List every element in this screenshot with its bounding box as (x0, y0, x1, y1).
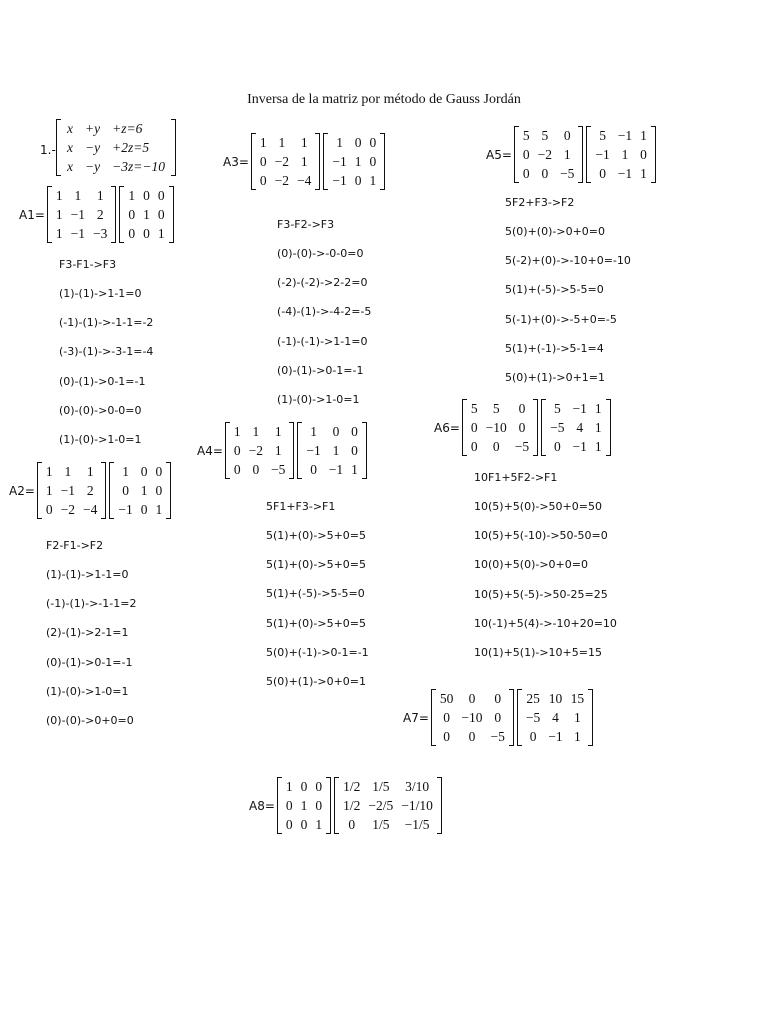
step-line: (1)-(0)->1-0=1 (59, 432, 142, 446)
matrix-bracket (606, 399, 611, 456)
matrix-bracket (169, 186, 174, 243)
matrix-cell: 1 (640, 128, 647, 143)
steps-f3-f1 (59, 258, 153, 462)
matrix-cell: 1 (332, 443, 340, 458)
matrix-label: A5= (486, 147, 512, 162)
step-line: (-2)-(-2)->2-2=0 (277, 276, 368, 290)
matrix-cell: 0 (494, 691, 502, 706)
matrix-cell: 0 (518, 420, 526, 435)
matrix-cell: 1 (300, 798, 308, 813)
row-operation: F2-F1->F2 (46, 539, 104, 552)
matrix-cell: −1 (328, 462, 344, 477)
matrix-cell: 1 (563, 147, 571, 162)
matrix-label: A1= (19, 207, 45, 222)
step-line: 10(5)+5(0)->50+0=50 (474, 500, 602, 513)
matrix-cell: 1 (369, 173, 377, 188)
step-line: (-1)-(1)->-1-1=-2 (59, 316, 154, 330)
step-line: 5(0)+(1)->0+1=1 (505, 370, 605, 384)
matrix-cell: 0 (468, 729, 476, 744)
steps-5f2-f3 (505, 196, 631, 400)
row-operation: 5F1+F3->F1 (266, 500, 336, 513)
step-line: 10(5)+5(-5)->50-25=25 (474, 587, 608, 601)
matrix-cell: 1 (140, 483, 148, 498)
matrix-cell: 0 (348, 817, 356, 832)
matrix-cell: 0 (233, 443, 241, 458)
matrix-cell: 1 (45, 464, 53, 479)
row-operation: F3-F2->F3 (277, 218, 335, 231)
matrix-cell: 1 (315, 817, 323, 832)
matrix-cell: −1 (548, 729, 563, 744)
matrix-cell: 1 (300, 135, 308, 150)
matrix-cell: 4 (552, 710, 559, 725)
matrix-cell: 2 (96, 207, 104, 222)
matrix-cell: 1 (274, 424, 282, 439)
system-label: 1.- (40, 143, 56, 157)
matrix-bracket (166, 462, 171, 519)
step-line: (0)-(0)->0+0=0 (46, 713, 134, 727)
system-cell: x (67, 159, 73, 174)
matrix-cell: 0 (541, 166, 549, 181)
matrix-cell: −10 (461, 710, 483, 725)
system-cell: x (67, 121, 73, 136)
matrix-cell: 1 (278, 135, 286, 150)
step-line: (1)-(1)->1-1=0 (46, 568, 129, 581)
system-cell: +z=6 (112, 121, 143, 136)
matrix-cell: −3 (93, 226, 108, 241)
system-cell: +y (85, 121, 101, 136)
matrix-a1 (19, 186, 174, 243)
matrix-cell: 1 (336, 135, 343, 150)
matrix-cell: −1/5 (404, 817, 430, 832)
step-line: (0)-(1)->0-1=-1 (277, 363, 364, 377)
system-cell: −y (85, 159, 101, 174)
matrix-cell: −1 (306, 443, 321, 458)
matrix-cell: 1/2 (343, 779, 361, 794)
matrix-cell: 0 (369, 135, 377, 150)
matrix-cell: 0 (492, 439, 500, 454)
system-cell: −3z=−10 (112, 159, 165, 174)
row-operation: F3-F1->F3 (59, 258, 117, 271)
steps-10f1-5f2 (474, 471, 617, 675)
matrix-cell: 0 (315, 779, 323, 794)
matrix-cell: 1 (96, 188, 104, 203)
matrix-cell: 0 (122, 483, 129, 498)
step-line: (-4)-(1)->-4-2=-5 (277, 305, 372, 319)
steps-5f1-f3 (266, 500, 369, 704)
matrix-cell: 1 (259, 135, 267, 150)
matrix-cell: −5 (490, 729, 505, 744)
matrix-cell: 0 (259, 173, 267, 188)
matrix-cell: 1 (594, 420, 602, 435)
matrix-label: A4= (197, 443, 223, 458)
matrix-cell: −1 (572, 439, 587, 454)
steps-f2-f1 (46, 539, 136, 743)
matrix-cell: 1/2 (343, 798, 361, 813)
matrix-cell: 5 (522, 128, 530, 143)
matrix-cell: 0 (529, 729, 537, 744)
step-line: 5(1)+(-5)->5-5=0 (505, 283, 604, 297)
step-line: (-1)-(1)->-1-1=2 (46, 597, 137, 611)
matrix-cell: 0 (518, 401, 526, 416)
matrix-bracket (588, 689, 593, 746)
matrix-cell: 0 (143, 226, 150, 241)
matrix-cell: −5 (525, 710, 541, 725)
matrix-cell: 0 (143, 188, 150, 203)
matrix-cell: 0 (157, 207, 165, 222)
row-operation: 10F1+5F2->F1 (474, 471, 558, 484)
step-line: 10(0)+5(0)->0+0=0 (474, 558, 588, 572)
matrix-cell: 1 (300, 154, 308, 169)
matrix-cell: 1 (45, 483, 53, 498)
matrix-cell: 0 (332, 424, 340, 439)
matrix-cell: 1 (640, 166, 647, 181)
matrix-cell: −2 (537, 147, 553, 162)
matrix-cell: −2 (248, 443, 264, 458)
matrix-cell: −1 (332, 154, 347, 169)
matrix-cell: 0 (128, 226, 136, 241)
matrix-bracket (380, 133, 385, 190)
step-line: 5(1)+(-1)->5-1=4 (505, 341, 604, 355)
matrix-cell: −2 (274, 154, 290, 169)
matrix-cell: 1 (594, 439, 602, 454)
step-line: 10(-1)+5(4)->-10+20=10 (474, 616, 617, 630)
step-line: (0)-(1)->0-1=-1 (59, 374, 146, 388)
matrix-cell: 10 (548, 691, 563, 706)
matrix-cell: 0 (45, 502, 53, 517)
matrix-bracket (362, 422, 367, 479)
matrix-cell: 1 (274, 443, 282, 458)
matrix-cell: −2 (60, 502, 76, 517)
matrix-cell: 0 (233, 462, 241, 477)
matrix-cell: −1 (595, 147, 610, 162)
matrix-cell: 0 (285, 798, 293, 813)
matrix-cell: 1 (55, 226, 63, 241)
step-line: (1)-(1)->1-1=0 (59, 287, 142, 300)
matrix-cell: 5 (470, 401, 478, 416)
matrix-cell: 15 (570, 691, 585, 706)
matrix-cell: 1 (74, 188, 82, 203)
matrix-cell: 1 (128, 188, 136, 203)
matrix-cell: 0 (140, 502, 148, 517)
system-cell: +2z=5 (112, 140, 150, 155)
matrix-cell: 1 (157, 226, 165, 241)
matrix-cell: 0 (140, 464, 148, 479)
matrix-cell: 1/5 (372, 817, 390, 832)
matrix-a6 (434, 399, 611, 456)
matrix-cell: −1 (617, 128, 633, 143)
matrix-cell: −1 (617, 166, 633, 181)
matrix-a5 (486, 126, 656, 183)
matrix-cell: 1 (122, 464, 129, 479)
matrix-cell: 1 (351, 462, 358, 477)
matrix-cell: 0 (563, 128, 571, 143)
matrix-cell: 1 (252, 424, 260, 439)
matrix-cell: 0 (351, 443, 358, 458)
matrix-cell: 4 (576, 420, 584, 435)
matrix-cell: 1 (285, 779, 293, 794)
matrix-cell: 0 (443, 710, 451, 725)
matrix-cell: −5 (560, 166, 575, 181)
matrix-cell: 2 (86, 483, 94, 498)
matrix-cell: 0 (354, 173, 362, 188)
page-title: Inversa de la matriz por método de Gauss Jordán (247, 92, 521, 107)
matrix-cell: 0 (155, 464, 163, 479)
matrix-cell: 5 (599, 128, 606, 143)
matrix-cell: 1 (55, 207, 63, 222)
step-line: (0)-(1)->0-1=-1 (46, 655, 133, 669)
matrix-cell: 0 (443, 729, 451, 744)
matrix-cell: 0 (494, 710, 502, 725)
matrix-cell: 0 (553, 439, 561, 454)
system-cell: x (67, 140, 73, 155)
matrix-cell: 5 (553, 401, 561, 416)
matrix-cell: 0 (369, 154, 377, 169)
matrix-a4 (197, 422, 367, 479)
matrix-cell: 0 (285, 817, 293, 832)
matrix-cell: 3/10 (405, 779, 430, 794)
matrix-cell: 0 (310, 462, 317, 477)
matrix-cell: 1 (155, 502, 163, 517)
matrix-cell: 1 (143, 207, 150, 222)
step-line: 5(0)+(1)->0+0=1 (266, 674, 366, 688)
matrix-cell: −1 (60, 483, 76, 498)
step-line: 5(0)+(0)->0+0=0 (505, 225, 605, 238)
matrix-cell: 0 (468, 691, 476, 706)
matrix-cell: 1 (55, 188, 63, 203)
matrix-cell: 0 (252, 462, 260, 477)
step-line: 5(1)+(0)->5+0=5 (266, 616, 366, 630)
steps-f3-f2 (277, 218, 371, 422)
matrix-cell: 5 (541, 128, 549, 143)
matrix-cell: 0 (155, 483, 163, 498)
matrix-cell: 0 (259, 154, 267, 169)
matrix-cell: −1/10 (401, 798, 433, 813)
step-line: 10(5)+5(-10)->50-50=0 (474, 529, 608, 543)
matrix-label: A8= (249, 798, 275, 813)
matrix-cell: 0 (351, 424, 358, 439)
matrix-bracket (651, 126, 656, 183)
equation-system (56, 119, 176, 176)
matrix-cell: 1 (621, 147, 629, 162)
matrix-cell: 0 (522, 147, 530, 162)
step-line: 10(1)+5(1)->10+5=15 (474, 645, 602, 659)
step-line: 5(-1)+(0)->-5+0=-5 (505, 312, 617, 326)
matrix-label: A3= (223, 154, 249, 169)
row-operation: 5F2+F3->F2 (505, 196, 575, 209)
matrix-cell: −2 (274, 173, 290, 188)
matrix-cell: 0 (470, 420, 478, 435)
step-line: 5(1)+(0)->5+0=5 (266, 529, 366, 542)
matrix-bracket (437, 777, 442, 834)
matrix-cell: 1 (574, 710, 581, 725)
step-line: (0)-(0)->-0-0=0 (277, 247, 364, 260)
step-line: (-3)-(1)->-3-1=-4 (59, 345, 154, 359)
matrix-a3 (223, 133, 385, 190)
matrix-cell: 1 (354, 154, 362, 169)
matrix-cell: 0 (300, 779, 308, 794)
matrix-cell: 1 (64, 464, 72, 479)
matrix-a2 (9, 462, 171, 519)
matrix-cell: 0 (640, 147, 647, 162)
matrix-label: A2= (9, 483, 35, 498)
step-line: (1)-(0)->1-0=1 (277, 392, 360, 406)
matrix-cell: −1 (70, 207, 86, 222)
step-line: 5(1)+(-5)->5-5=0 (266, 587, 365, 601)
matrix-cell: −2/5 (368, 798, 394, 813)
matrix-cell: 0 (315, 798, 323, 813)
matrix-cell: 0 (300, 817, 308, 832)
step-line: (2)-(1)->2-1=1 (46, 626, 129, 640)
matrix-a8 (249, 777, 442, 834)
matrix-cell: −5 (271, 462, 286, 477)
matrix-cell: 1/5 (372, 779, 390, 794)
matrix-cell: −1 (332, 173, 347, 188)
matrix-cell: −1 (572, 401, 587, 416)
matrix-cell: 0 (470, 439, 478, 454)
step-line: 5(-2)+(0)->-10+0=-10 (505, 254, 631, 268)
step-line: (0)-(0)->0-0=0 (59, 403, 142, 417)
matrix-cell: −5 (514, 439, 530, 454)
step-line: 5(0)+(-1)->0-1=-1 (266, 645, 369, 659)
matrix-cell: −4 (297, 173, 312, 188)
matrix-cell: 25 (526, 691, 540, 706)
matrix-label: A6= (434, 420, 460, 435)
matrix-cell: −1 (70, 226, 86, 241)
matrix-cell: 0 (354, 135, 362, 150)
matrix-cell: 0 (599, 166, 606, 181)
matrix-cell: 5 (492, 401, 500, 416)
matrix-cell: 0 (522, 166, 530, 181)
matrix-cell: −1 (118, 502, 133, 517)
matrix-cell: −10 (485, 420, 507, 435)
matrix-cell: 1 (233, 424, 241, 439)
matrix-cell: 1 (86, 464, 94, 479)
matrix-cell: 1 (310, 424, 317, 439)
step-line: (1)-(0)->1-0=1 (46, 684, 129, 698)
step-line: 5(1)+(0)->5+0=5 (266, 558, 366, 572)
matrix-cell: 1 (574, 729, 581, 744)
matrix-cell: 0 (157, 188, 165, 203)
matrix-a7 (403, 689, 593, 746)
matrix-cell: 0 (128, 207, 136, 222)
system-cell: −y (85, 140, 101, 155)
matrix-cell: −5 (550, 420, 565, 435)
matrix-cell: 50 (439, 691, 454, 706)
matrix-cell: 1 (594, 401, 602, 416)
matrix-label: A7= (403, 710, 429, 725)
matrix-cell: −4 (83, 502, 98, 517)
step-line: (-1)-(-1)->1-1=0 (277, 334, 368, 348)
